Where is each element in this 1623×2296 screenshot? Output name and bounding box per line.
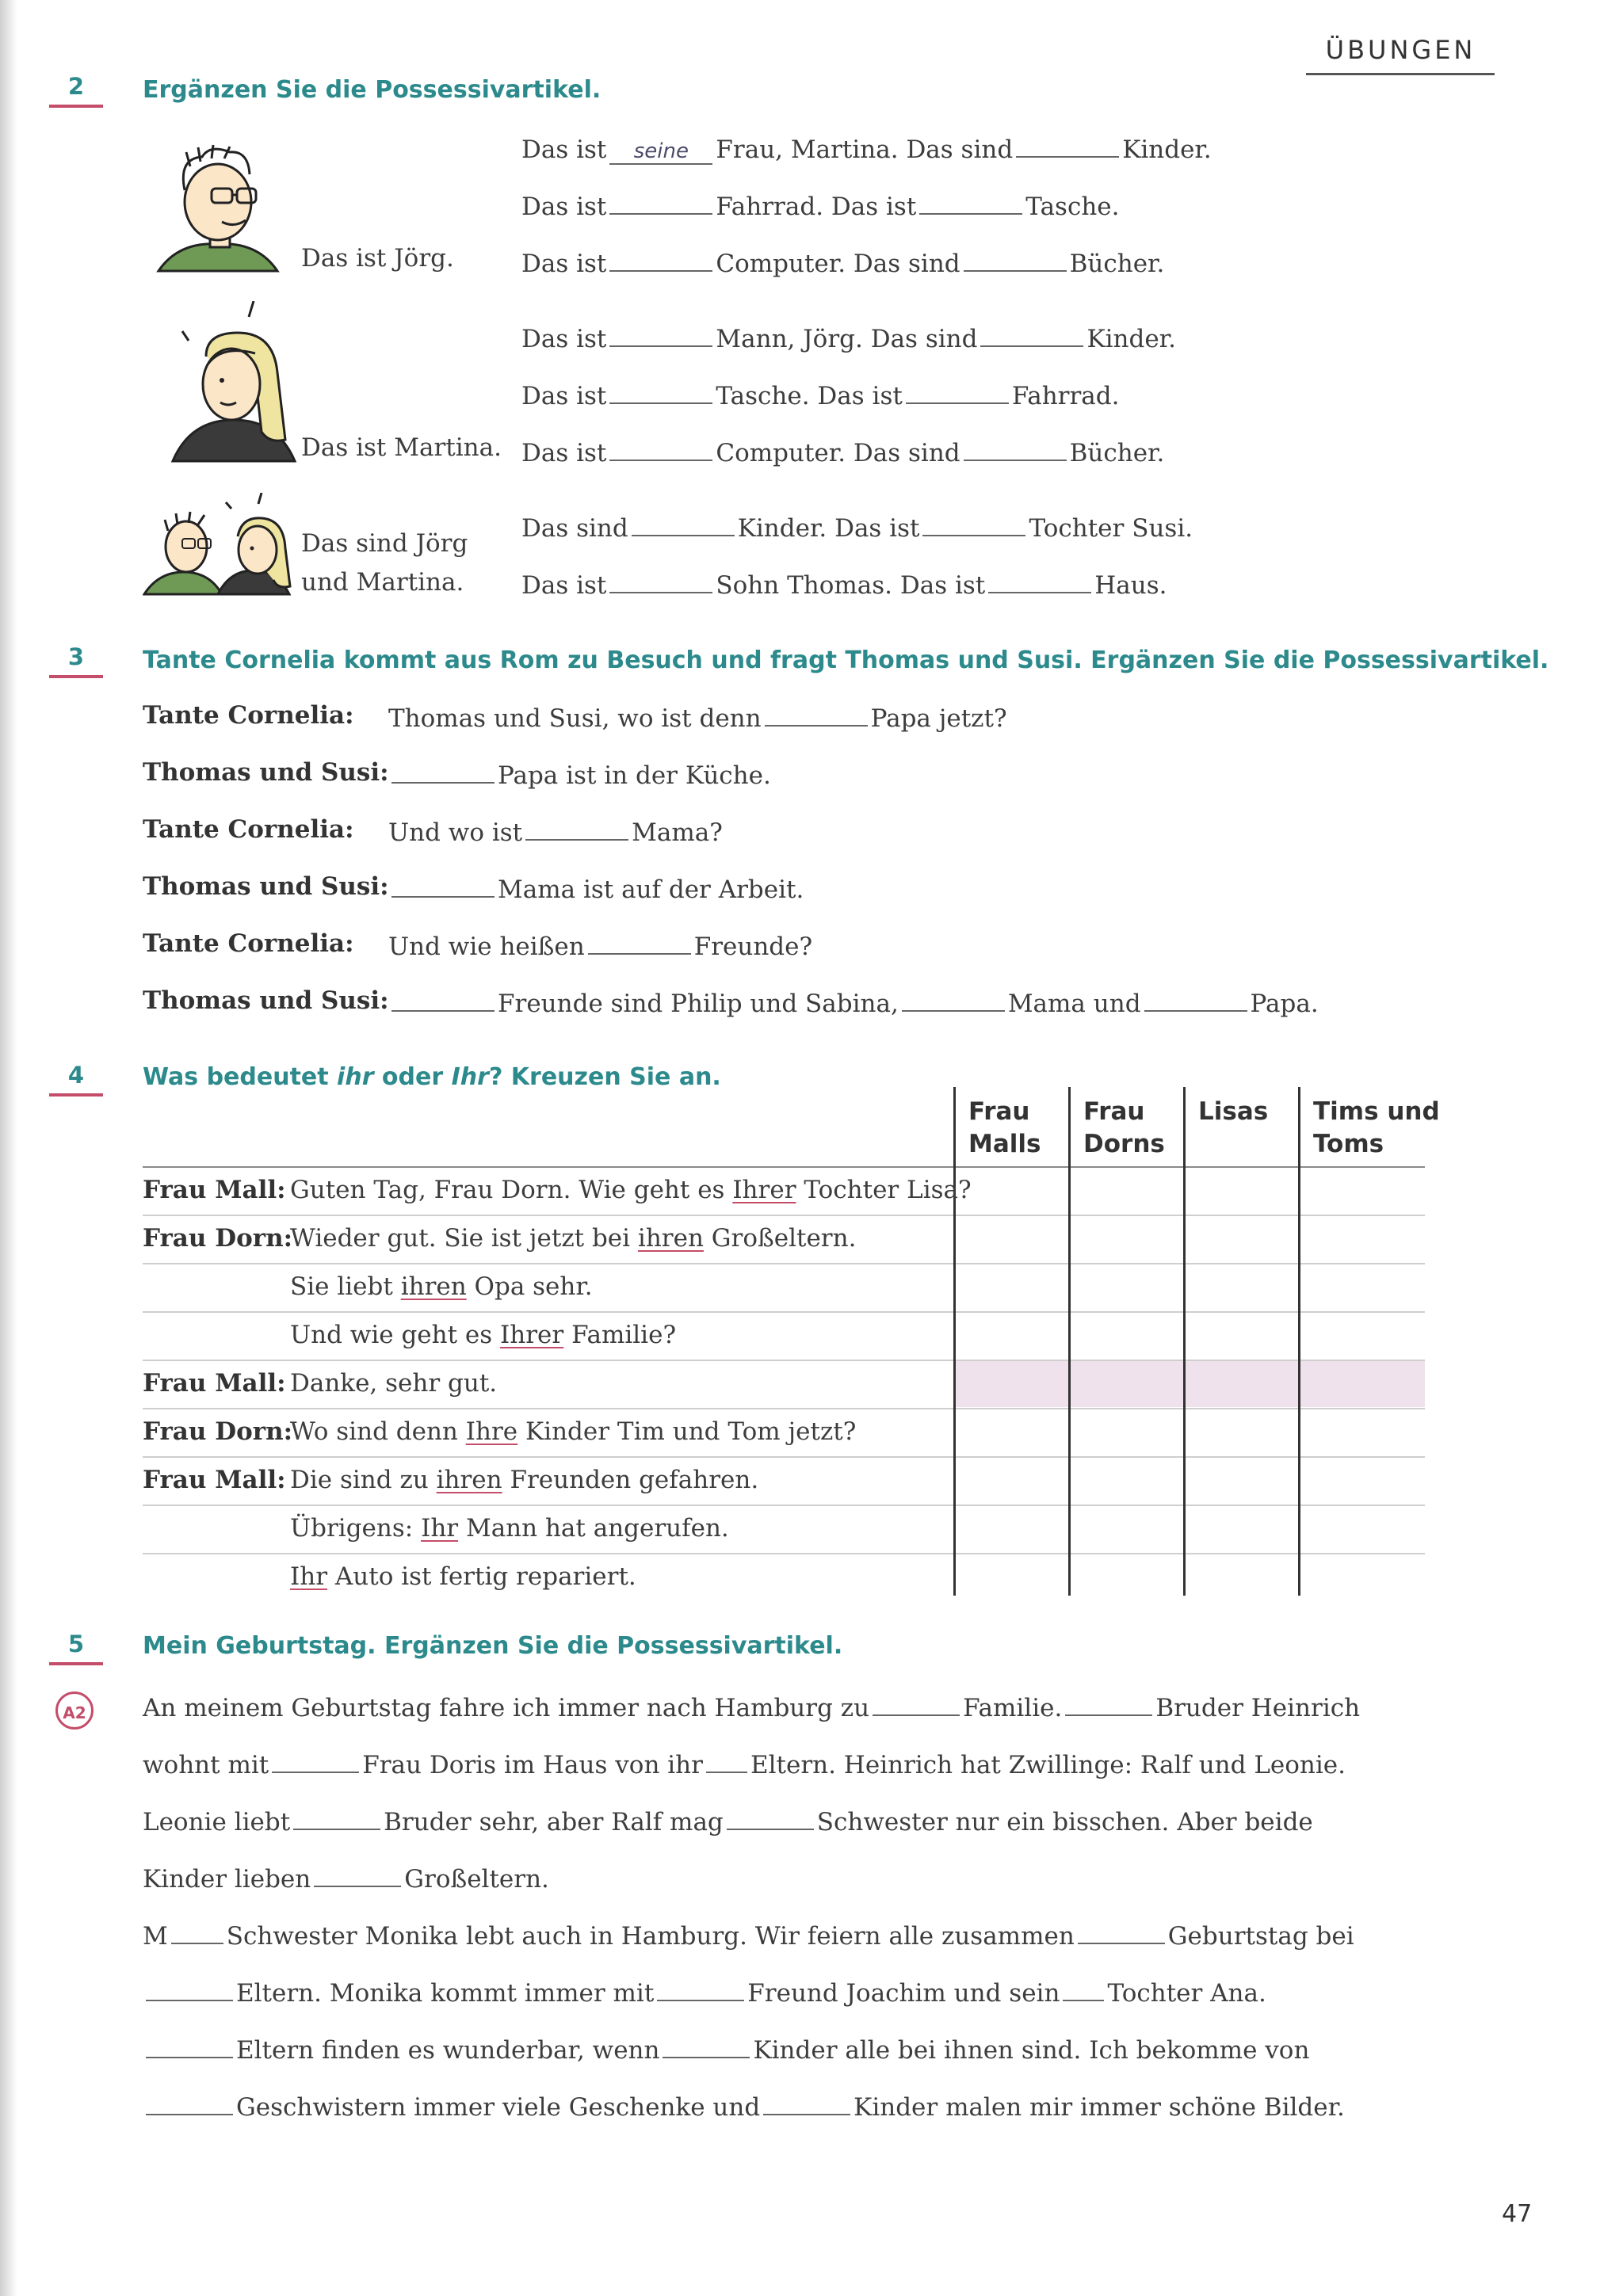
speaker-label: Thomas und Susi: (143, 758, 389, 787)
dialogue-line: Ihr Auto ist fertig repariert. (290, 1562, 636, 1591)
answer-blank[interactable] (609, 189, 712, 215)
table-header-rule (143, 1166, 1425, 1168)
exercise-3-title: Tante Cornelia kommt aus Rom zu Besuch und fragt Thomas und Susi. Ergänzen Sie die Possessivartikel. (143, 646, 1549, 674)
row-divider (143, 1505, 1425, 1506)
answer-blank[interactable] (293, 1805, 380, 1830)
dialogue-line: Guten Tag, Frau Dorn. Wie geht es Ihrer Tochter Lisa? (290, 1176, 972, 1204)
answer-blank[interactable] (980, 322, 1083, 347)
speaker-label: Frau Mall: (143, 1176, 286, 1204)
ex2-line-6: Das ist Computer. Das sind Bücher. (521, 436, 1164, 467)
caption-martina: Das ist Martina. (301, 433, 502, 462)
exercise-4-title: Was bedeutet ihr oder Ihr? Kreuzen Sie an. (143, 1063, 721, 1091)
speaker-label: Frau Dorn: (143, 1417, 293, 1446)
answer-blank[interactable] (727, 1805, 814, 1830)
page-gutter-shadow (0, 0, 17, 2296)
row-divider (143, 1456, 1425, 1458)
ex3-line-4: Mama ist auf der Arbeit. (388, 872, 804, 904)
ex5-line-5: M Schwester Monika lebt auch in Hamburg. Wir feiern alle zusammen Geburtstag bei (143, 1919, 1354, 1951)
page-number: 47 (1502, 2200, 1533, 2228)
dialogue-line: Danke, sehr gut. (290, 1369, 498, 1398)
exercise-5-title: Mein Geburtstag. Ergänzen Sie die Possessivartikel. (143, 1632, 843, 1660)
ex2-line-2: Das ist Fahrrad. Das ist Tasche. (521, 189, 1119, 221)
answer-blank[interactable] (391, 758, 495, 784)
header-rule (1306, 73, 1495, 75)
answer-blank[interactable] (525, 815, 628, 841)
answer-blank[interactable] (609, 246, 712, 272)
dialogue-line: Wieder gut. Sie ist jetzt bei ihren Großeltern. (290, 1224, 857, 1253)
column-header-tims-und-toms: Tims und Toms (1313, 1097, 1440, 1158)
shaded-row (956, 1361, 1425, 1407)
ex3-line-2: Papa ist in der Küche. (388, 758, 771, 790)
answer-blank[interactable] (988, 568, 1091, 593)
speaker-label: Frau Mall: (143, 1466, 286, 1494)
answer-blank[interactable] (588, 929, 691, 955)
answer-blank[interactable] (919, 189, 1022, 215)
answer-blank[interactable] (964, 246, 1067, 272)
ex5-line-6: Eltern. Monika kommt immer mit Freund Joachim und sein Tochter Ana. (143, 1976, 1266, 2008)
ex5-line-8: Geschwistern immer viele Geschenke und Kinder malen mir immer schöne Bilder. (143, 2090, 1345, 2122)
answer-blank[interactable] (1063, 1976, 1104, 2001)
dialogue-line: Die sind zu ihren Freunden gefahren. (290, 1466, 759, 1494)
exercise-5-number: 5 (49, 1630, 103, 1665)
column-header-frau-dorns: Frau Dorns (1083, 1097, 1165, 1158)
ex2-line-3: Das ist Computer. Das sind Bücher. (521, 246, 1164, 278)
speaker-label: Frau Mall: (143, 1369, 286, 1398)
column-rule (1298, 1087, 1300, 1596)
answer-blank[interactable] (609, 436, 712, 461)
answer-blank[interactable] (632, 511, 735, 536)
answer-blank[interactable] (391, 872, 495, 898)
exercise-2-title: Ergänzen Sie die Possessivartikel. (143, 76, 601, 104)
answer-blank[interactable] (765, 701, 868, 727)
answer-blank[interactable] (763, 2090, 850, 2115)
ex3-line-6: Freunde sind Philip und Sabina, Mama und Papa. (388, 986, 1319, 1018)
caption-both-line2: und Martina. (301, 568, 464, 597)
martina-illustration (166, 301, 301, 463)
speaker-label: Frau Dorn: (143, 1224, 293, 1253)
answer-blank[interactable] (902, 986, 1005, 1012)
dialogue-line: Und wie geht es Ihrer Familie? (290, 1321, 677, 1349)
dialogue-line: Wo sind denn Ihre Kinder Tim und Tom jetzt? (290, 1417, 857, 1446)
answer-blank[interactable] (964, 436, 1067, 461)
section-header: ÜBUNGEN (1325, 35, 1476, 65)
answer-blank[interactable] (663, 2033, 750, 2058)
answer-blank[interactable] (1144, 986, 1247, 1012)
answer-blank[interactable] (706, 1748, 747, 1773)
speaker-label: Thomas und Susi: (143, 872, 389, 901)
jorg-illustration (155, 143, 281, 273)
row-divider (143, 1311, 1425, 1313)
caption-jorg: Das ist Jörg. (301, 244, 454, 273)
row-divider (143, 1360, 1425, 1361)
dialogue-line: Sie liebt ihren Opa sehr. (290, 1272, 593, 1301)
row-divider (143, 1263, 1425, 1264)
answer-blank[interactable] (873, 1691, 960, 1716)
column-header-frau-malls: Frau Malls (968, 1097, 1041, 1158)
speaker-label: Tante Cornelia: (143, 815, 354, 844)
speaker-label: Tante Cornelia: (143, 701, 354, 730)
exercise-3-number: 3 (49, 643, 103, 678)
dialogue-line: Übrigens: Ihr Mann hat angerufen. (290, 1514, 729, 1543)
answer-blank[interactable] (609, 322, 712, 347)
ex2-line-4: Das ist Mann, Jörg. Das sind Kinder. (521, 322, 1176, 353)
ex5-line-2: wohnt mit Frau Doris im Haus von ihr Eltern. Heinrich hat Zwillinge: Ralf und Leonie. (143, 1748, 1346, 1779)
answer-blank[interactable] (609, 379, 712, 404)
answer-blank[interactable] (171, 1919, 223, 1944)
exercise-4-number: 4 (49, 1062, 103, 1097)
row-divider (143, 1408, 1425, 1409)
answer-blank[interactable] (146, 2033, 233, 2058)
column-header-lisas: Lisas (1198, 1097, 1269, 1126)
answer-blank[interactable] (314, 1862, 401, 1887)
answer-blank[interactable] (146, 1976, 233, 2001)
answer-blank[interactable] (657, 1976, 744, 2001)
answer-blank[interactable] (391, 986, 495, 1012)
speaker-label: Thomas und Susi: (143, 986, 389, 1015)
level-badge-a2: A2 (55, 1691, 94, 1730)
ex5-line-7: Eltern finden es wunderbar, wenn Kinder alle bei ihnen sind. Ich bekomme von (143, 2033, 1309, 2065)
answer-blank[interactable] (609, 568, 712, 593)
answer-blank[interactable] (1065, 1691, 1152, 1716)
ex2-line-7: Das sind Kinder. Das ist Tochter Susi. (521, 511, 1193, 543)
ex3-line-5: Und wie heißen Freunde? (388, 929, 812, 961)
answer-blank[interactable] (272, 1748, 359, 1773)
ex3-line-1: Thomas und Susi, wo ist denn Papa jetzt? (388, 701, 1007, 733)
speaker-label: Tante Cornelia: (143, 929, 354, 958)
answer-blank[interactable] (906, 379, 1009, 404)
answer-blank[interactable] (1078, 1919, 1165, 1944)
row-divider (143, 1553, 1425, 1554)
answer-blank[interactable] (146, 2090, 233, 2115)
example-answer-seine: seine (609, 139, 712, 165)
ex2-line-1: Das ist seine Frau, Martina. Das sind Kinder. (521, 132, 1212, 165)
column-rule (953, 1087, 956, 1596)
ex5-line-1: An meinem Geburtstag fahre ich immer nach Hamburg zu Familie. Bruder Heinrich (143, 1691, 1360, 1722)
answer-blank[interactable] (1016, 132, 1119, 158)
exercise-2-number: 2 (49, 73, 103, 108)
column-rule (1183, 1087, 1186, 1596)
ex5-line-4: Kinder lieben Großeltern. (143, 1862, 549, 1894)
row-divider (143, 1215, 1425, 1216)
jorg-and-martina-illustration (143, 493, 297, 596)
answer-blank[interactable] (922, 511, 1025, 536)
ex2-line-5: Das ist Tasche. Das ist Fahrrad. (521, 379, 1119, 410)
ex3-line-3: Und wo ist Mama? (388, 815, 723, 847)
column-rule (1068, 1087, 1071, 1596)
ex5-line-3: Leonie liebt Bruder sehr, aber Ralf mag Schwester nur ein bisschen. Aber beide (143, 1805, 1313, 1836)
caption-both-line1: Das sind Jörg (301, 529, 468, 558)
ex2-line-8: Das ist Sohn Thomas. Das ist Haus. (521, 568, 1167, 600)
